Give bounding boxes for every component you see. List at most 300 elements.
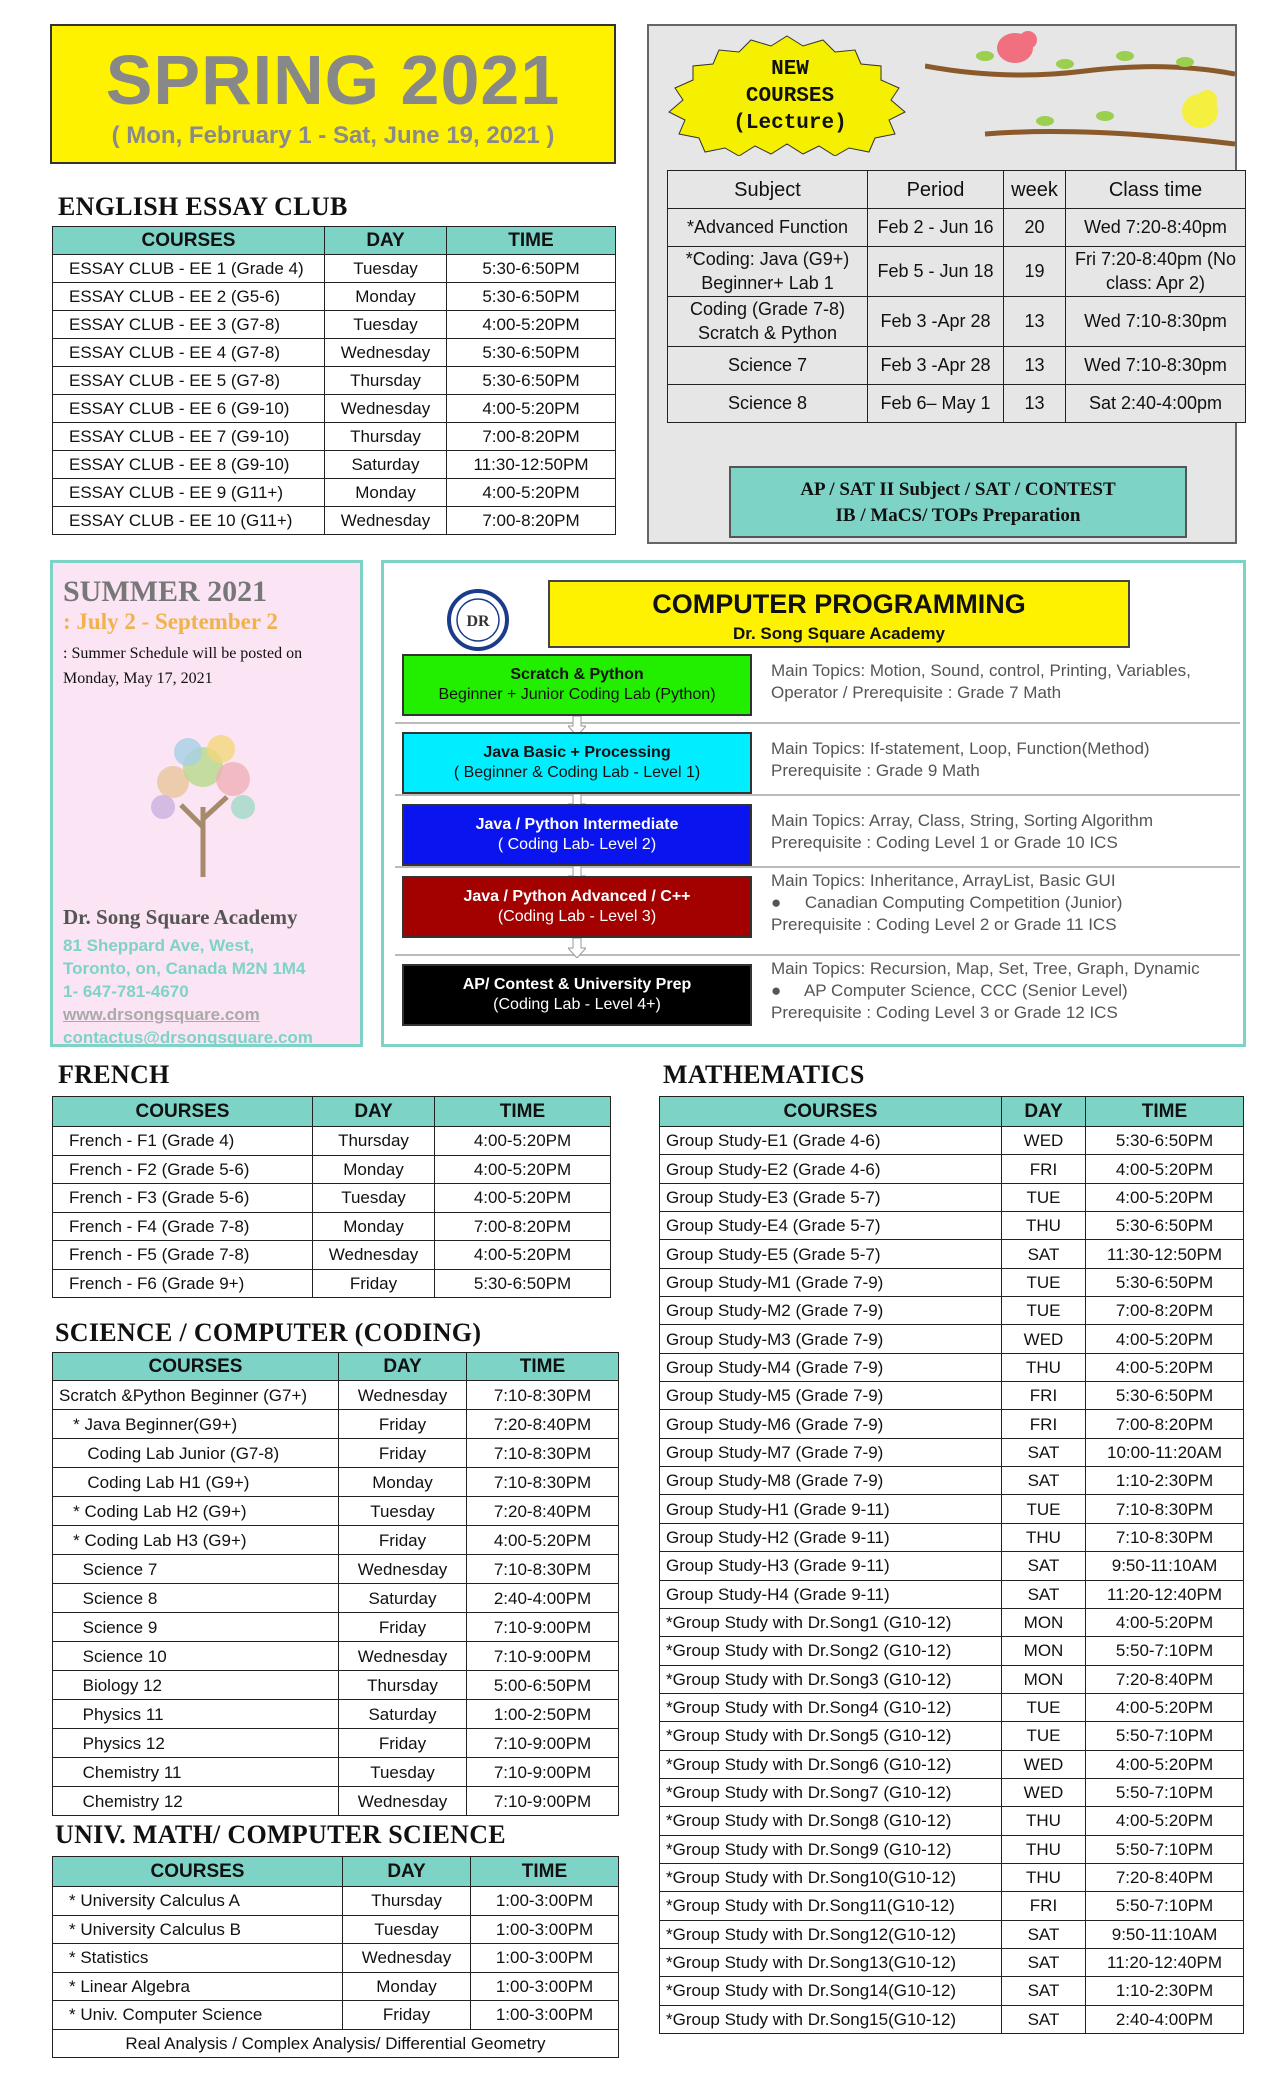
table-cell: ESSAY CLUB - EE 10 (G11+) bbox=[53, 507, 325, 535]
table-row bbox=[660, 1637, 1244, 1665]
table-row bbox=[660, 1410, 1244, 1438]
table-cell: ESSAY CLUB - EE 2 (G5-6) bbox=[53, 283, 325, 311]
table-cell: Wednesday bbox=[325, 507, 447, 535]
summer-title: SUMMER 2021 bbox=[63, 575, 268, 608]
table-cell: * University Calculus B bbox=[53, 1915, 343, 1944]
table-row bbox=[53, 423, 616, 451]
table-cell: 1:00-3:00PM bbox=[471, 2001, 619, 2030]
table-cell: Sat 2:40-4:00pm bbox=[1066, 385, 1246, 423]
table-cell: FRI bbox=[1002, 1410, 1086, 1438]
table-cell: Friday bbox=[339, 1410, 467, 1439]
table-row bbox=[53, 1439, 619, 1468]
table-cell: 5:00-6:50PM bbox=[467, 1671, 619, 1700]
table-cell: Scratch &Python Beginner (G7+) bbox=[53, 1381, 339, 1410]
table-cell: 5:50-7:10PM bbox=[1086, 1778, 1244, 1806]
table-cell: THU bbox=[1002, 1807, 1086, 1835]
topic-line: Main Topics: Motion, Sound, control, Printing, Variables, bbox=[771, 661, 1191, 680]
topic-line: Prerequisite : Coding Level 3 or Grade 12 ICS bbox=[771, 1003, 1118, 1022]
email-link[interactable]: contactus@drsongsquare.com bbox=[63, 1028, 313, 1047]
level-box bbox=[402, 964, 752, 1026]
column-header: DAY bbox=[339, 1353, 467, 1381]
table-cell: 4:00-5:20PM bbox=[1086, 1693, 1244, 1721]
level-box bbox=[402, 732, 752, 794]
table-cell: Monday bbox=[339, 1468, 467, 1497]
table-cell: 4:00-5:20PM bbox=[447, 395, 616, 423]
table-row bbox=[660, 1750, 1244, 1778]
table-row bbox=[660, 1353, 1244, 1381]
table-row bbox=[53, 1468, 619, 1497]
table-row bbox=[660, 1977, 1244, 2005]
table-cell: TUE bbox=[1002, 1495, 1086, 1523]
french-title: FRENCH bbox=[58, 1060, 170, 1089]
table-cell: Saturday bbox=[325, 451, 447, 479]
table-cell: 5:30-6:50PM bbox=[447, 367, 616, 395]
table-cell: SAT bbox=[1002, 2005, 1086, 2033]
level-divider bbox=[395, 722, 1240, 724]
table-cell: Group Study-M7 (Grade 7-9) bbox=[660, 1438, 1002, 1466]
table-row bbox=[660, 1948, 1244, 1976]
table-cell: 5:30-6:50PM bbox=[447, 339, 616, 367]
table-row bbox=[53, 1497, 619, 1526]
table-row bbox=[660, 1920, 1244, 1948]
topic-line: Operator / Prerequisite : Grade 7 Math bbox=[771, 683, 1062, 702]
column-header: TIME bbox=[471, 1857, 619, 1887]
table-cell: Monday bbox=[343, 1972, 471, 2001]
level-box bbox=[402, 876, 752, 938]
topic-line: ● Canadian Computing Competition (Junior) bbox=[771, 893, 1123, 912]
table-cell: TUE bbox=[1002, 1722, 1086, 1750]
table-cell: Wednesday bbox=[313, 1241, 435, 1270]
table-cell: 7:10-8:30PM bbox=[1086, 1523, 1244, 1551]
table-cell: *Group Study with Dr.Song3 (G10-12) bbox=[660, 1665, 1002, 1693]
level-name: Java Basic + Processing bbox=[483, 744, 671, 761]
table-row bbox=[660, 1722, 1244, 1750]
table-row bbox=[53, 311, 616, 339]
table-row bbox=[53, 1155, 611, 1184]
table-row bbox=[660, 1835, 1244, 1863]
table-row bbox=[53, 1381, 619, 1410]
table-cell: Feb 5 - Jun 18 bbox=[868, 247, 1004, 297]
table-cell: 7:10-9:00PM bbox=[467, 1729, 619, 1758]
table-cell: 1:00-3:00PM bbox=[471, 1944, 619, 1973]
table-cell: 7:00-8:20PM bbox=[1086, 1410, 1244, 1438]
tree-illustration bbox=[133, 727, 273, 877]
table-cell: *Group Study with Dr.Song13(G10-12) bbox=[660, 1948, 1002, 1976]
table-cell: ESSAY CLUB - EE 3 (G7-8) bbox=[53, 311, 325, 339]
topic-line: Main Topics: If-statement, Loop, Function(Method) bbox=[771, 739, 1150, 758]
table-cell: MON bbox=[1002, 1637, 1086, 1665]
table-cell: *Group Study with Dr.Song5 (G10-12) bbox=[660, 1722, 1002, 1750]
table-cell: Feb 6– May 1 bbox=[868, 385, 1004, 423]
univ-table-wrap bbox=[52, 1856, 618, 2058]
math-table bbox=[659, 1096, 1244, 2034]
table-cell: 9:50-11:10AM bbox=[1086, 1920, 1244, 1948]
column-header: Period bbox=[868, 171, 1004, 209]
table-cell: TUE bbox=[1002, 1693, 1086, 1721]
table-cell: Science 8 bbox=[53, 1584, 339, 1613]
math-table-wrap bbox=[659, 1096, 1243, 2034]
table-cell: 1:10-2:30PM bbox=[1086, 1467, 1244, 1495]
table-cell: 7:10-9:00PM bbox=[467, 1758, 619, 1787]
table-cell: Wed 7:20-8:40pm bbox=[1066, 209, 1246, 247]
table-cell: Fri 7:20-8:40pm (No class: Apr 2) bbox=[1066, 247, 1246, 297]
table-cell: 11:20-12:40PM bbox=[1086, 1948, 1244, 1976]
table-cell: *Advanced Function bbox=[668, 209, 868, 247]
table-cell: 20 bbox=[1004, 209, 1066, 247]
table-cell: French - F2 (Grade 5-6) bbox=[53, 1155, 313, 1184]
univ-table bbox=[52, 1856, 619, 2058]
table-row bbox=[53, 1212, 611, 1241]
table-cell: TUE bbox=[1002, 1268, 1086, 1296]
table-row bbox=[660, 1863, 1244, 1891]
table-cell: Friday bbox=[339, 1526, 467, 1555]
table-row bbox=[660, 1608, 1244, 1636]
table-cell: Wednesday bbox=[339, 1555, 467, 1584]
column-header: DAY bbox=[313, 1097, 435, 1127]
essay-title: ENGLISH ESSAY CLUB bbox=[58, 192, 348, 221]
level-box bbox=[402, 654, 752, 716]
table-cell: Group Study-M6 (Grade 7-9) bbox=[660, 1410, 1002, 1438]
table-cell: ESSAY CLUB - EE 7 (G9-10) bbox=[53, 423, 325, 451]
level-name: Scratch & Python bbox=[510, 666, 644, 683]
table-row bbox=[660, 1240, 1244, 1268]
table-row bbox=[660, 1325, 1244, 1353]
table-cell: 4:00-5:20PM bbox=[1086, 1155, 1244, 1183]
table-cell: Monday bbox=[313, 1155, 435, 1184]
column-header: TIME bbox=[435, 1097, 611, 1127]
table-cell: *Group Study with Dr.Song2 (G10-12) bbox=[660, 1637, 1002, 1665]
table-cell: MON bbox=[1002, 1665, 1086, 1693]
column-header: TIME bbox=[447, 227, 616, 255]
table-cell: Wednesday bbox=[343, 1944, 471, 1973]
table-row bbox=[660, 1807, 1244, 1835]
table-cell: 4:00-5:20PM bbox=[1086, 1608, 1244, 1636]
table-cell: Friday bbox=[339, 1439, 467, 1468]
french-table bbox=[52, 1096, 611, 1298]
column-header: COURSES bbox=[53, 1353, 339, 1381]
table-row bbox=[668, 385, 1246, 423]
level-divider bbox=[395, 866, 1240, 868]
table-cell: *Group Study with Dr.Song6 (G10-12) bbox=[660, 1750, 1002, 1778]
table-row bbox=[53, 339, 616, 367]
table-cell: 4:00-5:20PM bbox=[1086, 1183, 1244, 1211]
column-header: COURSES bbox=[53, 1097, 313, 1127]
phone: 1- 647-781-4670 bbox=[63, 982, 189, 1001]
table-cell: 5:50-7:10PM bbox=[1086, 1637, 1244, 1665]
table-cell: Friday bbox=[339, 1613, 467, 1642]
table-cell: FRI bbox=[1002, 1155, 1086, 1183]
table-cell: Wednesday bbox=[339, 1642, 467, 1671]
table-cell: *Group Study with Dr.Song11(G10-12) bbox=[660, 1892, 1002, 1920]
table-cell: 1:00-3:00PM bbox=[471, 1972, 619, 2001]
table-row bbox=[668, 297, 1246, 347]
table-cell: THU bbox=[1002, 1523, 1086, 1551]
table-cell: WED bbox=[1002, 1778, 1086, 1806]
table-cell: Friday bbox=[339, 1729, 467, 1758]
table-cell: Group Study-E4 (Grade 5-7) bbox=[660, 1212, 1002, 1240]
table-cell: Tuesday bbox=[325, 255, 447, 283]
table-cell: * Univ. Computer Science bbox=[53, 2001, 343, 2030]
table-cell: Group Study-H4 (Grade 9-11) bbox=[660, 1580, 1002, 1608]
table-cell: *Group Study with Dr.Song12(G10-12) bbox=[660, 1920, 1002, 1948]
table-cell: 7:10-8:30PM bbox=[467, 1439, 619, 1468]
table-cell: FRI bbox=[1002, 1892, 1086, 1920]
topic-line: ● AP Computer Science, CCC (Senior Level) bbox=[771, 981, 1128, 1000]
table-cell: SAT bbox=[1002, 1438, 1086, 1466]
table-cell: Group Study-E3 (Grade 5-7) bbox=[660, 1183, 1002, 1211]
column-header: Subject bbox=[668, 171, 868, 209]
table-cell: 5:30-6:50PM bbox=[447, 283, 616, 311]
table-cell: * University Calculus A bbox=[53, 1887, 343, 1916]
table-cell: Group Study-H2 (Grade 9-11) bbox=[660, 1523, 1002, 1551]
level-name: AP/ Contest & University Prep bbox=[462, 976, 692, 993]
table-cell: *Coding: Java (G9+) Beginner+ Lab 1 bbox=[668, 247, 868, 297]
table-cell: Coding Lab Junior (G7-8) bbox=[53, 1439, 339, 1468]
level-subtitle: Beginner + Junior Coding Lab (Python) bbox=[438, 686, 716, 703]
summer-note: : Summer Schedule will be posted on Monday, May 17, 2021 bbox=[63, 645, 303, 687]
table-row bbox=[660, 1297, 1244, 1325]
column-header: Class time bbox=[1066, 171, 1246, 209]
table-row bbox=[660, 1892, 1244, 1920]
table-row bbox=[53, 1915, 619, 1944]
table-cell: 1:00-2:50PM bbox=[467, 1700, 619, 1729]
programming-subtitle: Dr. Song Square Academy bbox=[733, 624, 945, 643]
table-header-row bbox=[53, 1857, 619, 1887]
table-cell: THU bbox=[1002, 1212, 1086, 1240]
univ-title: UNIV. MATH/ COMPUTER SCIENCE bbox=[55, 1820, 506, 1849]
table-cell: *Group Study with Dr.Song8 (G10-12) bbox=[660, 1807, 1002, 1835]
table-cell: 9:50-11:10AM bbox=[1086, 1552, 1244, 1580]
table-row bbox=[53, 255, 616, 283]
level-topics bbox=[771, 738, 1150, 782]
table-row bbox=[660, 1438, 1244, 1466]
table-cell: Friday bbox=[343, 2001, 471, 2030]
table-cell: Monday bbox=[325, 479, 447, 507]
table-cell: ESSAY CLUB - EE 8 (G9-10) bbox=[53, 451, 325, 479]
table-cell: Group Study-M1 (Grade 7-9) bbox=[660, 1268, 1002, 1296]
table-row bbox=[53, 1944, 619, 1973]
table-cell: 11:30-12:50PM bbox=[447, 451, 616, 479]
table-cell: Group Study-M3 (Grade 7-9) bbox=[660, 1325, 1002, 1353]
table-row bbox=[53, 395, 616, 423]
table-cell: ESSAY CLUB - EE 6 (G9-10) bbox=[53, 395, 325, 423]
table-cell: 13 bbox=[1004, 297, 1066, 347]
svg-text:DR: DR bbox=[466, 613, 490, 630]
level-box bbox=[402, 804, 752, 866]
table-cell: Group Study-H3 (Grade 9-11) bbox=[660, 1552, 1002, 1580]
table-cell: 7:10-8:30PM bbox=[467, 1381, 619, 1410]
table-row bbox=[53, 1613, 619, 1642]
table-row bbox=[53, 1269, 611, 1298]
table-cell: Saturday bbox=[339, 1584, 467, 1613]
table-row bbox=[53, 367, 616, 395]
table-cell: 5:30-6:50PM bbox=[1086, 1212, 1244, 1240]
table-cell: 5:30-6:50PM bbox=[447, 255, 616, 283]
table-cell: 7:00-8:20PM bbox=[447, 423, 616, 451]
table-row bbox=[660, 1693, 1244, 1721]
table-cell: Group Study-H1 (Grade 9-11) bbox=[660, 1495, 1002, 1523]
table-cell: TUE bbox=[1002, 1183, 1086, 1211]
table-cell: Feb 3 -Apr 28 bbox=[868, 347, 1004, 385]
level-subtitle: (Coding Lab - Level 4+) bbox=[493, 996, 661, 1013]
table-row bbox=[668, 247, 1246, 297]
table-cell: Science 10 bbox=[53, 1642, 339, 1671]
table-cell: 5:30-6:50PM bbox=[1086, 1268, 1244, 1296]
table-cell: Friday bbox=[313, 1269, 435, 1298]
table-cell: 1:10-2:30PM bbox=[1086, 1977, 1244, 2005]
column-header: TIME bbox=[1086, 1097, 1244, 1127]
table-cell: Wednesday bbox=[339, 1381, 467, 1410]
table-cell: 4:00-5:20PM bbox=[435, 1127, 611, 1156]
term-dates: ( Mon, February 1 - Sat, June 19, 2021 ) bbox=[111, 122, 555, 149]
table-cell: Thursday bbox=[325, 423, 447, 451]
table-cell: Chemistry 11 bbox=[53, 1758, 339, 1787]
table-cell: Group Study-E2 (Grade 4-6) bbox=[660, 1155, 1002, 1183]
table-cell: Group Study-M2 (Grade 7-9) bbox=[660, 1297, 1002, 1325]
table-cell: 7:10-8:30PM bbox=[467, 1555, 619, 1584]
level-name: Java / Python Advanced / C++ bbox=[463, 888, 691, 905]
table-cell: THU bbox=[1002, 1835, 1086, 1863]
column-header: COURSES bbox=[53, 227, 325, 255]
table-cell: 1:00-3:00PM bbox=[471, 1915, 619, 1944]
programming-header bbox=[548, 580, 1130, 648]
table-row bbox=[660, 1778, 1244, 1806]
table-cell: Feb 2 - Jun 16 bbox=[868, 209, 1004, 247]
table-cell: 5:30-6:50PM bbox=[1086, 1127, 1244, 1155]
table-cell: * Linear Algebra bbox=[53, 1972, 343, 2001]
table-row bbox=[660, 1495, 1244, 1523]
table-cell: French - F6 (Grade 9+) bbox=[53, 1269, 313, 1298]
table-cell: Group Study-E1 (Grade 4-6) bbox=[660, 1127, 1002, 1155]
table-cell: French - F4 (Grade 7-8) bbox=[53, 1212, 313, 1241]
new-courses-table-wrap bbox=[667, 170, 1245, 423]
table-cell: Tuesday bbox=[325, 311, 447, 339]
table-cell: * Statistics bbox=[53, 1944, 343, 1973]
table-cell: WED bbox=[1002, 1325, 1086, 1353]
table-row bbox=[53, 1127, 611, 1156]
french-table-wrap bbox=[52, 1096, 610, 1298]
table-row bbox=[53, 451, 616, 479]
table-row bbox=[53, 1700, 619, 1729]
table-row bbox=[660, 1665, 1244, 1693]
column-header: DAY bbox=[1002, 1097, 1086, 1127]
table-cell: 19 bbox=[1004, 247, 1066, 297]
table-cell: WED bbox=[1002, 1750, 1086, 1778]
table-header-row bbox=[53, 1353, 619, 1381]
table-header-row bbox=[53, 227, 616, 255]
table-cell: Thursday bbox=[343, 1887, 471, 1916]
spring-banner bbox=[50, 24, 616, 164]
table-row bbox=[660, 1552, 1244, 1580]
science-table bbox=[52, 1352, 619, 1816]
ap-sat-preparation-box: AP / SAT II Subject / SAT / CONTEST IB / MaCS/ TOPs Preparation bbox=[729, 466, 1187, 538]
topic-line: Main Topics: Recursion, Map, Set, Tree, Graph, Dynamic bbox=[771, 959, 1200, 978]
table-cell: 4:00-5:20PM bbox=[447, 479, 616, 507]
table-cell: Wed 7:10-8:30pm bbox=[1066, 297, 1246, 347]
table-cell: *Group Study with Dr.Song4 (G10-12) bbox=[660, 1693, 1002, 1721]
column-header: DAY bbox=[325, 227, 447, 255]
website-link[interactable]: www.drsongsquare.com bbox=[63, 1005, 260, 1024]
table-cell: WED bbox=[1002, 1127, 1086, 1155]
table-cell: SAT bbox=[1002, 1240, 1086, 1268]
table-cell: 10:00-11:20AM bbox=[1086, 1438, 1244, 1466]
table-row bbox=[660, 1580, 1244, 1608]
table-row bbox=[660, 2005, 1244, 2033]
table-cell: ESSAY CLUB - EE 4 (G7-8) bbox=[53, 339, 325, 367]
level-divider bbox=[395, 954, 1240, 956]
table-cell: 13 bbox=[1004, 347, 1066, 385]
table-cell: MON bbox=[1002, 1608, 1086, 1636]
table-cell: Tuesday bbox=[313, 1184, 435, 1213]
table-cell: 11:20-12:40PM bbox=[1086, 1580, 1244, 1608]
table-cell: 13 bbox=[1004, 385, 1066, 423]
table-row bbox=[53, 1410, 619, 1439]
table-header-row bbox=[53, 1097, 611, 1127]
table-cell: SAT bbox=[1002, 1552, 1086, 1580]
level-subtitle: ( Beginner & Coding Lab - Level 1) bbox=[453, 764, 701, 781]
new-courses-label: NEW COURSES (Lecture) bbox=[733, 58, 847, 135]
table-row bbox=[660, 1127, 1244, 1155]
table-cell: *Group Study with Dr.Song15(G10-12) bbox=[660, 2005, 1002, 2033]
table-row bbox=[53, 1584, 619, 1613]
table-cell: Wednesday bbox=[325, 339, 447, 367]
table-cell: Science 7 bbox=[668, 347, 868, 385]
table-cell: *Group Study with Dr.Song10(G10-12) bbox=[660, 1863, 1002, 1891]
table-cell: Wednesday bbox=[339, 1787, 467, 1816]
level-topics bbox=[771, 810, 1153, 854]
table-row bbox=[53, 479, 616, 507]
birds-branch-illustration bbox=[925, 26, 1235, 156]
topic-line: Main Topics: Inheritance, ArrayList, Basic GUI bbox=[771, 871, 1116, 890]
page-title: SPRING 2021 bbox=[105, 41, 561, 119]
table-cell: 7:10-9:00PM bbox=[467, 1613, 619, 1642]
table-cell: 4:00-5:20PM bbox=[435, 1241, 611, 1270]
table-cell: Group Study-M8 (Grade 7-9) bbox=[660, 1467, 1002, 1495]
table-cell: ESSAY CLUB - EE 1 (Grade 4) bbox=[53, 255, 325, 283]
table-cell: Tuesday bbox=[343, 1915, 471, 1944]
table-cell: 4:00-5:20PM bbox=[1086, 1750, 1244, 1778]
table-cell: * Coding Lab H3 (G9+) bbox=[53, 1526, 339, 1555]
table-row bbox=[53, 2001, 619, 2030]
table-row bbox=[660, 1523, 1244, 1551]
table-cell: Group Study-M4 (Grade 7-9) bbox=[660, 1353, 1002, 1381]
table-cell: 7:20-8:40PM bbox=[467, 1410, 619, 1439]
table-cell: *Group Study with Dr.Song1 (G10-12) bbox=[660, 1608, 1002, 1636]
table-cell: 4:00-5:20PM bbox=[1086, 1325, 1244, 1353]
table-cell: 5:50-7:10PM bbox=[1086, 1722, 1244, 1750]
summer-dates: : July 2 - September 2 bbox=[63, 609, 278, 634]
table-row bbox=[53, 1729, 619, 1758]
level-divider bbox=[395, 794, 1240, 796]
table-cell: 5:50-7:10PM bbox=[1086, 1892, 1244, 1920]
table-cell: 4:00-5:20PM bbox=[1086, 1353, 1244, 1381]
level-subtitle: ( Coding Lab- Level 2) bbox=[497, 836, 657, 853]
science-title: SCIENCE / COMPUTER (CODING) bbox=[55, 1318, 482, 1347]
topic-line: Prerequisite : Grade 9 Math bbox=[771, 761, 980, 780]
table-row bbox=[53, 1642, 619, 1671]
table-cell: 7:00-8:20PM bbox=[435, 1212, 611, 1241]
table-header-row bbox=[668, 171, 1246, 209]
table-row bbox=[53, 1526, 619, 1555]
table-cell: Thursday bbox=[313, 1127, 435, 1156]
science-table-wrap bbox=[52, 1352, 618, 1816]
level-name: Java / Python Intermediate bbox=[475, 816, 679, 833]
level-subtitle: (Coding Lab - Level 3) bbox=[497, 908, 657, 925]
table-cell: *Group Study with Dr.Song7 (G10-12) bbox=[660, 1778, 1002, 1806]
new-courses-table bbox=[667, 170, 1246, 423]
topic-line: Main Topics: Array, Class, String, Sorting Algorithm bbox=[771, 811, 1154, 830]
table-cell: French - F5 (Grade 7-8) bbox=[53, 1241, 313, 1270]
